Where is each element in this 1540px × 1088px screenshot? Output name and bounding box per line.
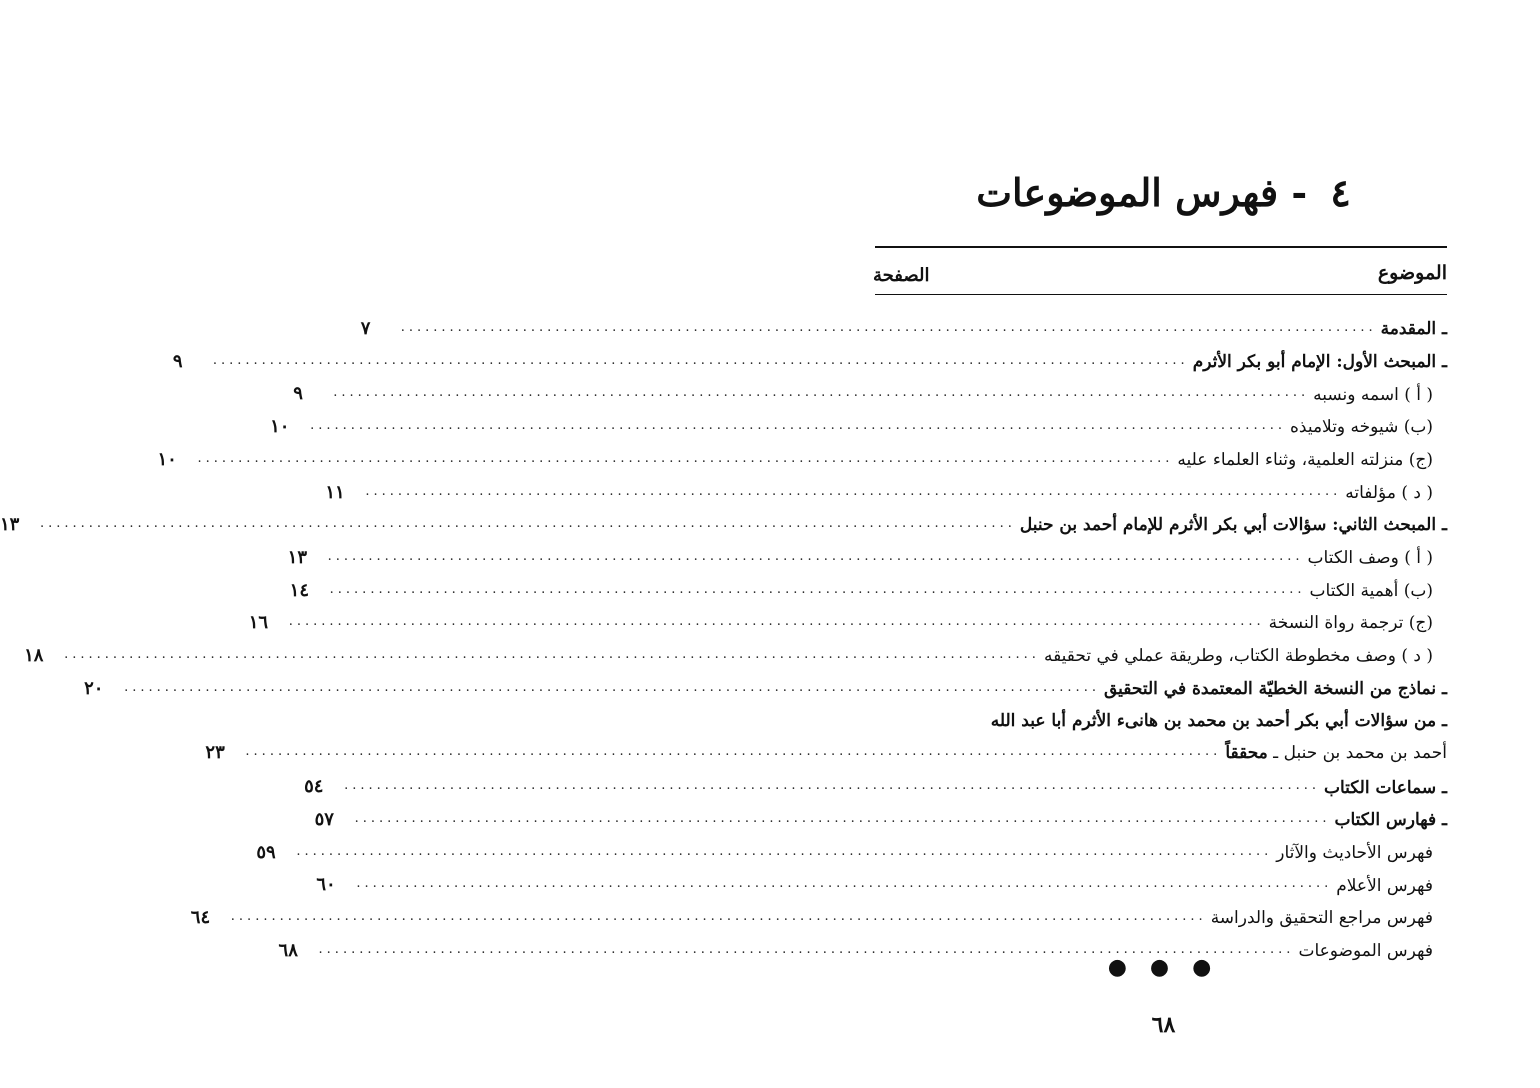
table-of-contents [0,307,1447,961]
toc-entry[interactable] [287,536,1447,569]
toc-entry-title: ـ سماعات الكتاب [1323,777,1447,798]
toc-entry-title: ـ المبحث الثاني: سؤالات أبي بكر الأثرم للإمام أحمد بن حنبل [1019,515,1447,536]
toc-entry[interactable] [190,896,1447,929]
toc-entry[interactable] [248,601,1447,634]
section-end-ornament: ● ● ● [1107,955,1220,980]
leader-dots: ........................................................................................................................ [333,385,1310,401]
toc-entry-title: (ج) ترجمة رواة النسخة [1268,613,1433,634]
toc-entry-title: ( أ ) اسمه ونسبه [1313,384,1433,405]
leader-dots: ........................................................................................................................ [400,320,1377,336]
title-number: ٤ [1330,170,1351,215]
toc-entry[interactable] [24,634,1447,667]
title-text: فهرس الموضوعات [976,170,1279,215]
toc-entry-title: ـ فهارس الكتاب [1334,810,1447,831]
toc-entry-page: ٦٤ [190,907,211,929]
header-top-rule [875,246,1447,248]
leader-dots: ........................................................................................................................ [212,352,1189,368]
leader-dots: ........................................................................................................................ [230,909,1207,925]
leader-dots: ........................................................................................................................ [318,941,1295,957]
toc-entry-page: ٥٧ [314,809,334,831]
leader-dots: ........................................................................................................................ [245,743,1222,759]
toc-entry-title: ( د ) وصف مخطوطة الكتاب، وطريقة عملي في تحقيقه [1043,646,1433,667]
column-header-page: الصفحة [873,265,930,286]
toc-entry-line2 [205,731,1447,763]
toc-entry-title: ( أ ) وصف الكتاب [1307,548,1433,569]
toc-entry-page: ٩ [293,383,303,405]
leader-dots: ........................................................................................................................ [344,778,1320,794]
leader-dots: ........................................................................................................................ [356,876,1333,892]
toc-entry-title: ـ المقدمة [1380,319,1447,340]
column-header-topic: الموضوع [1377,262,1447,284]
toc-entry-title-line1: ـ من سؤالات أبي بكر أحمد بن محمد بن هانىء الأثرم أبا عبد الله [990,710,1447,731]
toc-entry[interactable] [157,438,1447,471]
toc-entry[interactable] [84,667,1447,700]
leader-dots: ........................................................................................................................ [327,548,1304,564]
leader-dots: ........................................................................................................................ [288,614,1265,630]
leader-dots: ........................................................................................................................ [365,483,1342,499]
toc-entry-title: ـ المبحث الأول: الإمام أبو بكر الأثرم [1192,351,1447,372]
toc-entry-page: ٥٩ [256,841,276,863]
toc-entry-page: ١٦ [248,612,269,634]
header-bottom-rule [875,294,1447,295]
toc-entry-title-line2-part1: أحمد بن محمد بن حنبل ـ [1267,742,1447,763]
toc-entry[interactable] [314,798,1447,831]
leader-dots: ........................................................................................................................ [310,418,1286,434]
toc-entry[interactable] [360,307,1447,340]
toc-entry-title: فهرس الأحاديث والآثار [1276,842,1433,863]
leader-dots: ........................................................................................................................ [197,450,1174,466]
toc-entry-multiline[interactable] [205,699,1447,765]
toc-entry[interactable] [0,503,1447,536]
toc-entry-title: ( د ) مؤلفاته [1345,482,1433,503]
toc-entry-page: ٥٤ [304,776,324,798]
toc-entry-page: ٢٠ [84,677,104,699]
toc-entry[interactable] [293,372,1447,405]
toc-entry[interactable] [316,863,1447,896]
toc-entry-page: ٦٨ [278,939,298,961]
leader-dots: ........................................................................................................................ [64,646,1040,662]
toc-entry-page: ١٣ [287,546,307,568]
toc-entry-page: ٧ [360,318,371,340]
leader-dots: ........................................................................................................................ [39,516,1016,532]
leader-dots: ........................................................................................................................ [354,811,1331,827]
leader-dots: ........................................................................................................................ [296,843,1273,859]
toc-entry-page: ١٠ [270,416,290,438]
toc-entry-title: (ب) أهمية الكتاب [1309,580,1433,601]
toc-entry-page: ١٨ [24,644,44,666]
toc-entry-title: فهرس مراجع التحقيق والدراسة [1210,908,1433,929]
toc-entry-page: ٢٣ [205,741,225,763]
leader-dots: ........................................................................................................................ [124,679,1100,695]
toc-entry-title: فهرس الأعلام [1336,875,1433,896]
toc-entry-page: ١٣ [0,514,20,536]
toc-entry[interactable] [325,470,1447,503]
toc-entry-title: (ج) منزلته العلمية، وثناء العلماء عليه [1177,450,1433,471]
toc-entry-title-line2-part2: محققاً [1225,742,1268,763]
toc-entry-page: ١١ [325,481,345,503]
toc-entry[interactable] [289,569,1447,602]
toc-entry[interactable] [172,340,1447,373]
toc-entry-title: فهرس الموضوعات [1298,940,1433,961]
page-number: ٦٨ [1151,1012,1176,1038]
leader-dots: ........................................................................................................................ [329,581,1306,597]
title-dash: - [1291,170,1308,215]
toc-entry[interactable] [270,405,1447,438]
toc-entry-title: (ب) شيوخه وتلاميذه [1289,417,1433,438]
page-title [787,170,1540,215]
toc-entry-title: ـ نماذج من النسخة الخطيّة المعتمدة في التحقيق [1103,678,1447,699]
toc-entry-page: ١٠ [157,448,177,470]
toc-entry[interactable] [304,765,1447,798]
toc-entry-page: ٦٠ [316,874,336,896]
toc-entry-page: ١٤ [289,579,309,601]
toc-entry-title-line2 [1225,743,1447,763]
toc-entry-page: ٩ [172,350,183,372]
toc-entry[interactable] [256,831,1447,864]
